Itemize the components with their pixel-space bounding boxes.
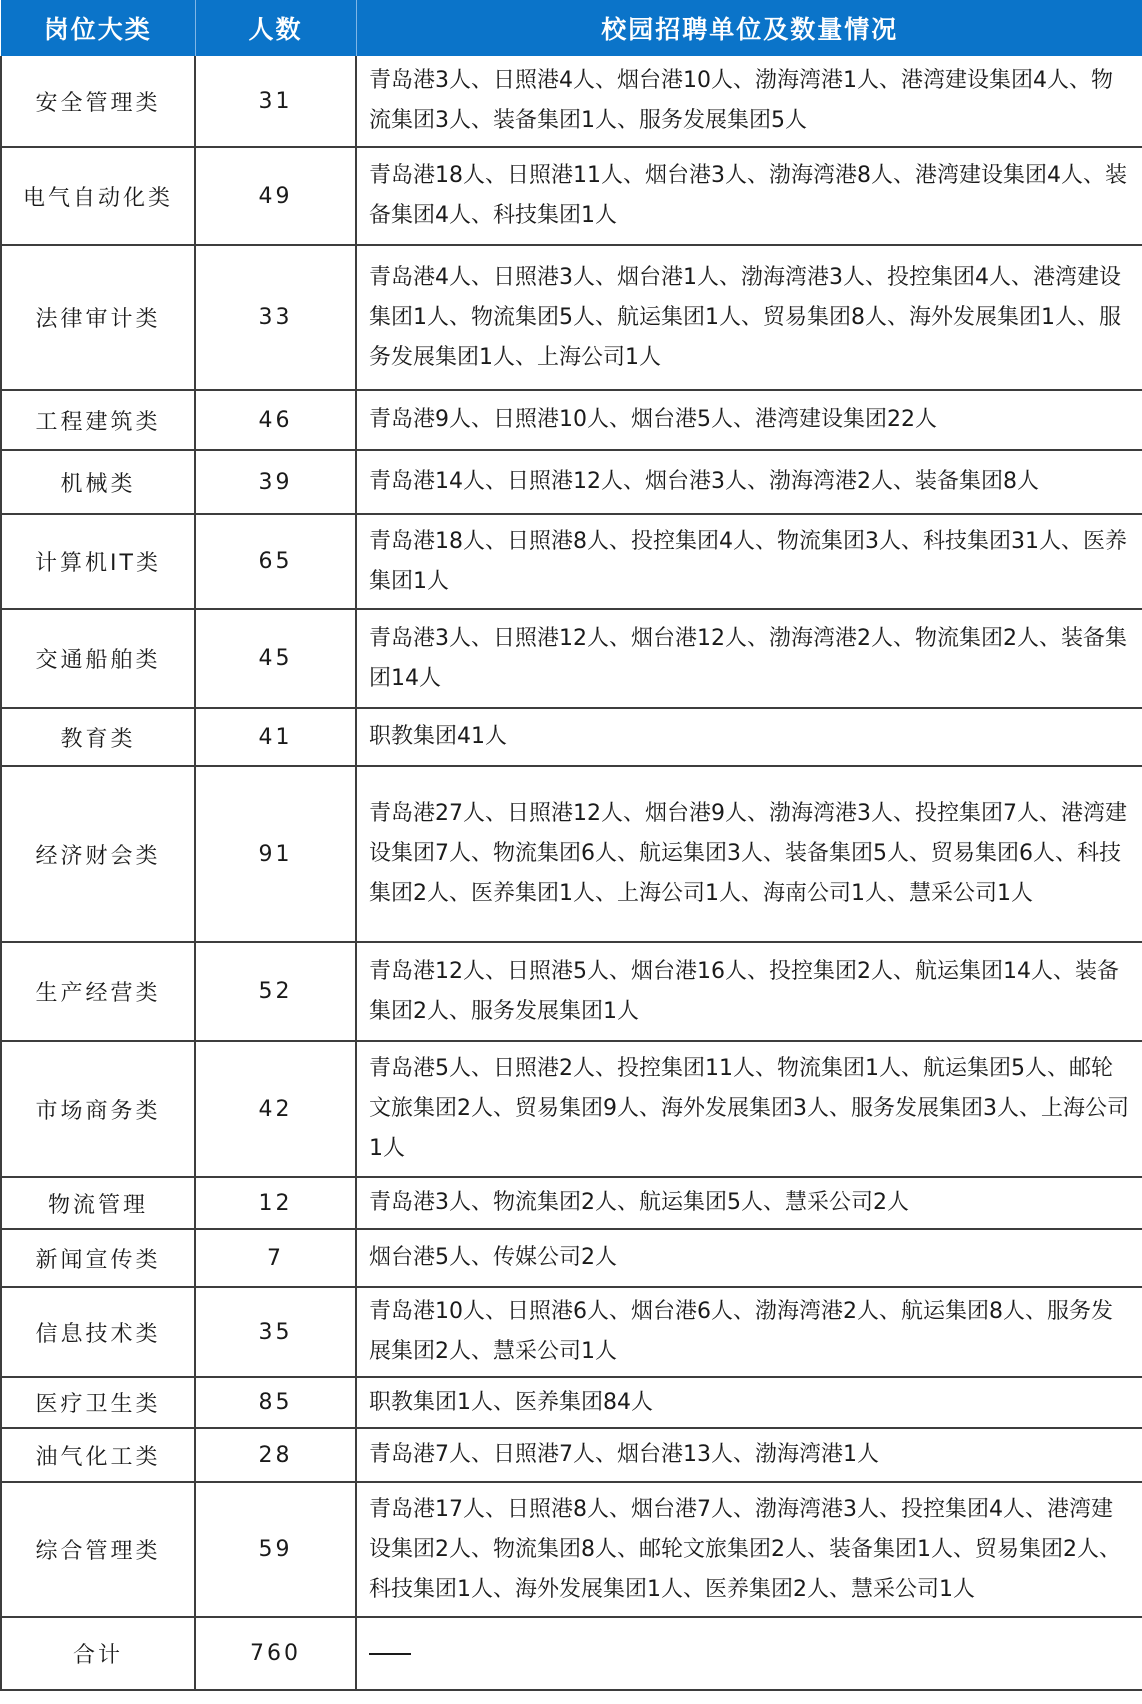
- total-label: 合计: [1, 1617, 195, 1690]
- table-row: [1, 450, 1142, 514]
- units-cell: 青岛港18人、日照港11人、烟台港3人、渤海湾港8人、港湾建设集团4人、装备集团4人、科技集团1人: [356, 147, 1142, 245]
- count-cell: 42: [195, 1041, 356, 1177]
- units-cell: 青岛港17人、日照港8人、烟台港7人、渤海湾港3人、投控集团4人、港湾建设集团2人、物流集团8人、邮轮文旅集团2人、装备集团1人、贸易集团2人、科技集团1人、海外发展集团1人、医养集团2人、慧采公司1人: [356, 1482, 1142, 1617]
- category-cell: 法律审计类: [1, 245, 195, 390]
- units-cell: 青岛港27人、日照港12人、烟台港9人、渤海湾港3人、投控集团7人、港湾建设集团7人、物流集团6人、航运集团3人、装备集团5人、贸易集团6人、科技集团2人、医养集团1人、上海公司1人、海南公司1人、慧采公司1人: [356, 766, 1142, 942]
- category-cell: 综合管理类: [1, 1482, 195, 1617]
- units-cell: 青岛港10人、日照港6人、烟台港6人、渤海湾港2人、航运集团8人、服务发展集团2人、慧采公司1人: [356, 1287, 1142, 1377]
- header-category: 岗位大类: [1, 0, 195, 56]
- category-cell: 教育类: [1, 708, 195, 766]
- table-row: [1, 390, 1142, 450]
- table-row: [1, 1041, 1142, 1177]
- category-cell: 交通船舶类: [1, 609, 195, 708]
- count-cell: 28: [195, 1428, 356, 1482]
- table-row: [1, 56, 1142, 147]
- table-row: [1, 1428, 1142, 1482]
- category-cell: 市场商务类: [1, 1041, 195, 1177]
- total-row: [1, 1617, 1142, 1690]
- category-cell: 物流管理: [1, 1177, 195, 1229]
- units-cell: 青岛港14人、日照港12人、烟台港3人、渤海湾港2人、装备集团8人: [356, 450, 1142, 514]
- category-cell: 油气化工类: [1, 1428, 195, 1482]
- total-units-cell: [356, 1617, 1142, 1690]
- table-row: [1, 942, 1142, 1041]
- count-cell: 33: [195, 245, 356, 390]
- units-cell: 青岛港4人、日照港3人、烟台港1人、渤海湾港3人、投控集团4人、港湾建设集团1人、物流集团5人、航运集团1人、贸易集团8人、海外发展集团1人、服务发展集团1人、上海公司1人: [356, 245, 1142, 390]
- units-cell: 烟台港5人、传媒公司2人: [356, 1229, 1142, 1287]
- count-cell: 31: [195, 56, 356, 147]
- table-row: [1, 1177, 1142, 1229]
- category-cell: 生产经营类: [1, 942, 195, 1041]
- category-cell: 新闻宣传类: [1, 1229, 195, 1287]
- category-cell: 医疗卫生类: [1, 1377, 195, 1428]
- category-cell: 安全管理类: [1, 56, 195, 147]
- category-cell: 计算机IT类: [1, 514, 195, 609]
- table-row: [1, 245, 1142, 390]
- category-cell: 电气自动化类: [1, 147, 195, 245]
- header-count: 人数: [195, 0, 356, 56]
- units-cell: 青岛港3人、日照港4人、烟台港10人、渤海湾港1人、港湾建设集团4人、物流集团3人、装备集团1人、服务发展集团5人: [356, 56, 1142, 147]
- units-cell: 青岛港5人、日照港2人、投控集团11人、物流集团1人、航运集团5人、邮轮文旅集团2人、贸易集团9人、海外发展集团3人、服务发展集团3人、上海公司1人: [356, 1041, 1142, 1177]
- count-cell: 52: [195, 942, 356, 1041]
- header-units: 校园招聘单位及数量情况: [356, 0, 1142, 56]
- count-cell: 35: [195, 1287, 356, 1377]
- table-row: [1, 514, 1142, 609]
- count-cell: 59: [195, 1482, 356, 1617]
- count-cell: 45: [195, 609, 356, 708]
- count-cell: 39: [195, 450, 356, 514]
- table-row: [1, 1377, 1142, 1428]
- units-cell: 青岛港12人、日照港5人、烟台港16人、投控集团2人、航运集团14人、装备集团2人、服务发展集团1人: [356, 942, 1142, 1041]
- count-cell: 7: [195, 1229, 356, 1287]
- units-cell: 青岛港3人、日照港12人、烟台港12人、渤海湾港2人、物流集团2人、装备集团14人: [356, 609, 1142, 708]
- count-cell: 12: [195, 1177, 356, 1229]
- count-cell: 85: [195, 1377, 356, 1428]
- table-row: [1, 1482, 1142, 1617]
- table-row: [1, 708, 1142, 766]
- category-cell: 机械类: [1, 450, 195, 514]
- units-cell: 青岛港18人、日照港8人、投控集团4人、物流集团3人、科技集团31人、医养集团1人: [356, 514, 1142, 609]
- total-count: 760: [195, 1617, 356, 1690]
- table-row: [1, 147, 1142, 245]
- count-cell: 65: [195, 514, 356, 609]
- category-cell: 工程建筑类: [1, 390, 195, 450]
- table-row: [1, 766, 1142, 942]
- units-cell: 青岛港3人、物流集团2人、航运集团5人、慧采公司2人: [356, 1177, 1142, 1229]
- category-cell: 经济财会类: [1, 766, 195, 942]
- units-cell: 青岛港9人、日照港10人、烟台港5人、港湾建设集团22人: [356, 390, 1142, 450]
- table-row: [1, 609, 1142, 708]
- table-header-row: [1, 0, 1142, 56]
- table-row: [1, 1229, 1142, 1287]
- count-cell: 91: [195, 766, 356, 942]
- count-cell: 41: [195, 708, 356, 766]
- count-cell: 46: [195, 390, 356, 450]
- category-cell: 信息技术类: [1, 1287, 195, 1377]
- units-cell: 职教集团1人、医养集团84人: [356, 1377, 1142, 1428]
- units-cell: 青岛港7人、日照港7人、烟台港13人、渤海湾港1人: [356, 1428, 1142, 1482]
- count-cell: 49: [195, 147, 356, 245]
- table-row: [1, 1287, 1142, 1377]
- units-cell: 职教集团41人: [356, 708, 1142, 766]
- dash-line: [369, 1653, 411, 1655]
